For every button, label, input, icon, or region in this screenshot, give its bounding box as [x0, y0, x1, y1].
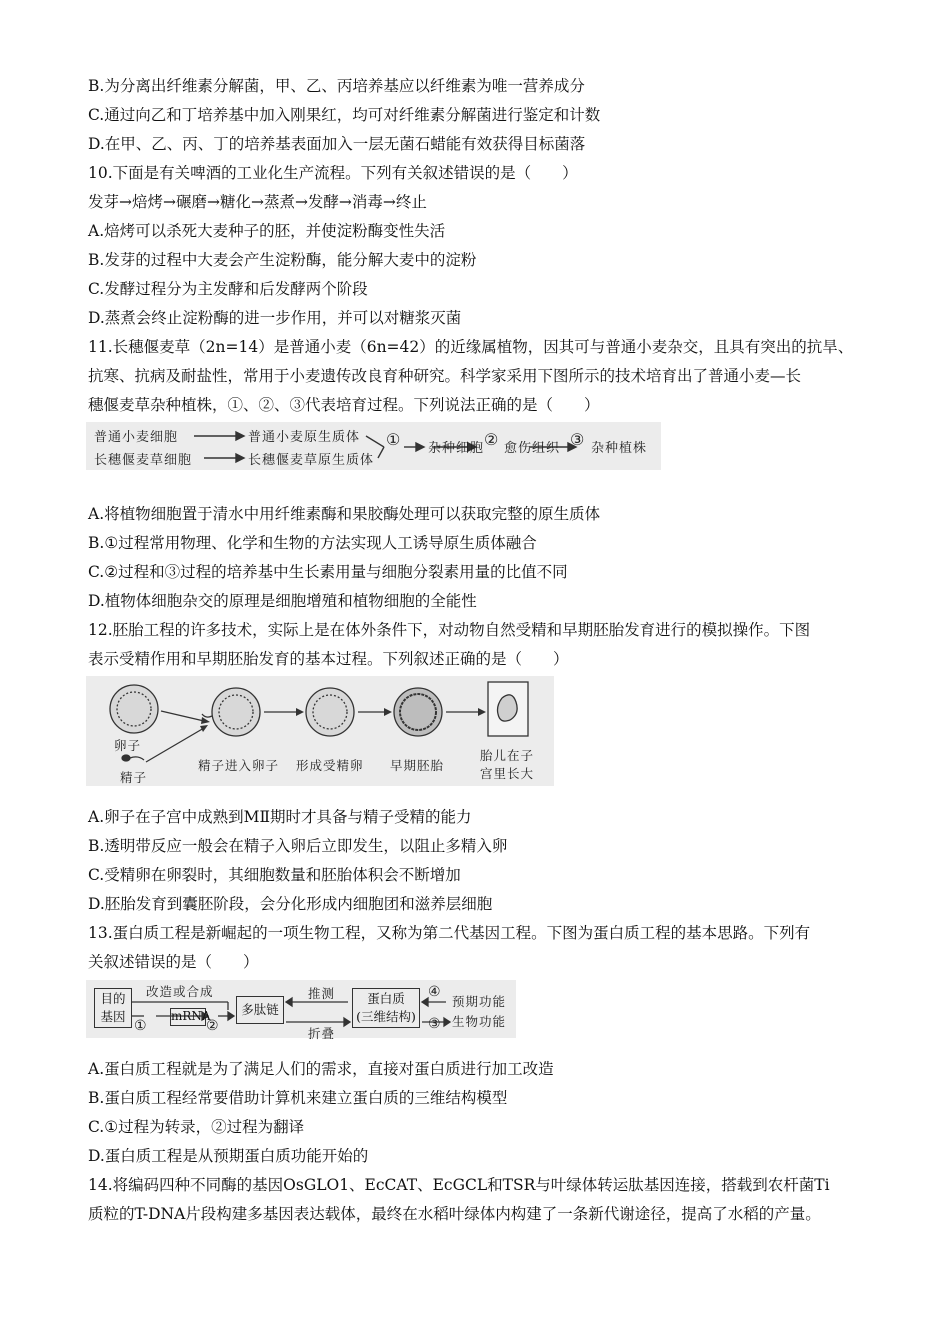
circle-2: ②: [206, 1018, 220, 1034]
protein-text-1: 蛋白质: [367, 991, 405, 1006]
option-line: B.透明带反应一般会在精子入卵后立即发生，以阻止多精入卵: [88, 837, 508, 855]
circle-1: ①: [134, 1018, 148, 1034]
circle-4: ④: [428, 984, 442, 1000]
mrna-box: mRNA: [170, 1008, 206, 1026]
hybridization-figure: [86, 422, 661, 470]
option-line: D.植物体细胞杂交的原理是细胞增殖和植物细胞的全能性: [88, 592, 477, 610]
question-11-stem: 穗偃麦草杂种植株，①、②、③代表培育过程。下列说法正确的是（ ）: [88, 396, 600, 414]
protein-engineering-figure: [86, 980, 516, 1041]
egg-label: 卵子: [114, 738, 142, 753]
modify-label: 改造或合成: [146, 984, 214, 999]
infer-label: 推测: [308, 986, 336, 1001]
option-line: D.蒸煮会终止淀粉酶的进一步作用，并可以对糖浆灭菌: [88, 309, 462, 327]
fetus-label-2: 宫里长大: [480, 766, 535, 781]
option-line: A.将植物细胞置于清水中用纤维素酶和果胶酶处理可以获取完整的原生质体: [88, 505, 601, 523]
target-gene-box: [94, 988, 132, 1028]
option-line: A.焙烤可以杀死大麦种子的胚，并使淀粉酶变性失活: [88, 222, 446, 240]
option-line: A.蛋白质工程就是为了满足人们的需求，直接对蛋白质进行加工改造: [88, 1060, 554, 1078]
question-11-stem: 抗寒、抗病及耐盐性，常用于小麦遗传改良育种研究。科学家采用下图所示的技术培育出了普通小麦—长: [88, 367, 802, 385]
grass-cell-label: 长穗偃麦草细胞: [94, 453, 193, 468]
question-11-stem: 11.长穗偃麦草（2n=14）是普通小麦（6n=42）的近缘属植物，因其可与普通小麦杂交，且具有突出的抗旱、: [88, 338, 854, 356]
fold-label: 折叠: [308, 1026, 336, 1041]
option-line: D.在甲、乙、丙、丁的培养基表面加入一层无菌石蜡能有效获得目标菌落: [88, 135, 586, 153]
target-gene-text-1: 目的: [100, 991, 126, 1006]
bio-function-label: 生物功能: [452, 1014, 507, 1029]
question-10-stem: 10.下面是有关啤酒的工业化生产流程。下列有关叙述错误的是（ ）: [88, 164, 578, 182]
hybrid-cell-label: 杂种细胞: [428, 441, 485, 456]
question-12-stem: 表示受精作用和早期胚胎发育的基本过程。下列叙述正确的是（ ）: [88, 650, 569, 668]
sperm-label: 精子: [120, 770, 148, 785]
option-line: B.为分离出纤维素分解菌，甲、乙、丙培养基应以纤维素为唯一营养成分: [88, 77, 585, 95]
option-line: D.蛋白质工程是从预期蛋白质功能开始的: [88, 1147, 369, 1165]
wheat-protoplast-label: 普通小麦原生质体: [248, 430, 361, 445]
polypeptide-box: 多肽链: [236, 996, 284, 1024]
option-line: C.②过程和③过程的培养基中生长素用量与细胞分裂素用量的比值不同: [88, 563, 568, 581]
fetus-label-1: 胎儿在子: [480, 748, 535, 763]
callus-label: 愈伤组织: [504, 441, 561, 456]
expected-function-label: 预期功能: [452, 994, 507, 1009]
wheat-cell-label: 普通小麦细胞: [94, 430, 179, 445]
step-1-marker: ①: [386, 430, 402, 449]
option-line: B.蛋白质工程经常要借助计算机来建立蛋白质的三维结构模型: [88, 1089, 508, 1107]
step-2-marker: ②: [484, 430, 500, 449]
step-3-marker: ③: [570, 430, 586, 449]
target-gene-text-2: 基因: [100, 1009, 126, 1024]
circle-3: ③: [428, 1016, 442, 1032]
question-13-stem: 13.蛋白质工程是新崛起的一项生物工程，又称为第二代基因工程。下图为蛋白质工程的基本思路。下列有: [88, 924, 811, 942]
option-line: C.受精卵在卵裂时，其细胞数量和胚胎体积会不断增加: [88, 866, 461, 884]
question-13-stem: 关叙述错误的是（ ）: [88, 953, 259, 971]
sperm-enter-label: 精子进入卵子: [198, 758, 280, 773]
option-line: D.胚胎发育到囊胚阶段，会分化形成内细胞团和滋养层细胞: [88, 895, 493, 913]
question-12-stem: 12.胚胎工程的许多技术，实际上是在体外条件下，对动物自然受精和早期胚胎发育进行的模拟操作。下图: [88, 621, 811, 639]
option-line: B.①过程常用物理、化学和生物的方法实现人工诱导原生质体融合: [88, 534, 537, 552]
option-line: B.发芽的过程中大麦会产生淀粉酶，能分解大麦中的淀粉: [88, 251, 477, 269]
embryo-figure: [86, 676, 554, 786]
option-line: C.通过向乙和丁培养基中加入刚果红，均可对纤维素分解菌进行鉴定和计数: [88, 106, 601, 124]
question-14-stem: 质粒的T-DNA片段构建多基因表达载体，最终在水稻叶绿体内构建了一条新代谢途径，提高了水稻的产量。: [88, 1205, 821, 1223]
early-embryo-label: 早期胚胎: [390, 758, 445, 773]
hybrid-plant-label: 杂种植株: [591, 441, 648, 456]
zygote-label: 形成受精卵: [296, 758, 364, 773]
option-line: C.①过程为转录，②过程为翻译: [88, 1118, 305, 1136]
protein-text-2: (三维结构): [356, 1009, 416, 1024]
protein-box: [352, 988, 420, 1028]
option-line: C.发酵过程分为主发酵和后发酵两个阶段: [88, 280, 368, 298]
question-14-stem: 14.将编码四种不同酶的基因OsGLO1、EcCAT、EcGCL和TSR与叶绿体转运肽基因连接，搭载到农杆菌Ti: [88, 1176, 830, 1194]
option-line: A.卵子在子宫中成熟到MⅡ期时才具备与精子受精的能力: [88, 808, 472, 826]
grass-protoplast-label: 长穗偃麦草原生质体: [248, 453, 375, 468]
process-line: 发芽→焙烤→碾磨→糖化→蒸煮→发酵→消毒→终止: [88, 193, 427, 211]
